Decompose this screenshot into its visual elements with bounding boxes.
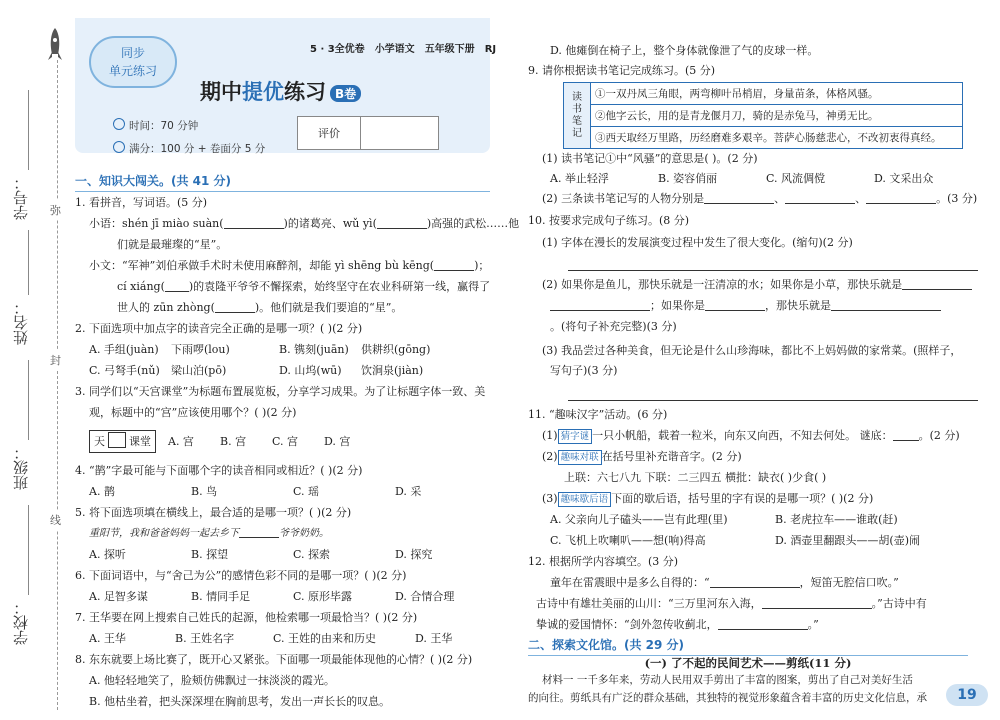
q10-3: (3) 我品尝过各种美食，但无论是什么山珍海味，都比不上妈妈做的家常菜。(照样子， <box>542 344 962 357</box>
material-1-line2: 的向往。剪纸具有广泛的群众基础，其独特的视觉形象蕴含着丰富的历史文化信息，承 <box>528 692 927 704</box>
evaluation-box[interactable] <box>297 116 439 150</box>
check-icon <box>113 141 125 153</box>
q2-option-a[interactable]: A. 手组(juàn) <box>89 343 159 356</box>
q9-2: (2) 三条读书笔记写的人物分别是 、 、 。(3 分) <box>542 192 978 205</box>
q4-title: 4. “鹊”字最可能与下面哪个字的读音相同或相近？( )(2 分) <box>75 464 363 477</box>
q9-option-b[interactable]: B. 姿容俏丽 <box>658 172 718 185</box>
answer-line[interactable] <box>568 400 978 401</box>
q8-option-a[interactable]: A. 他轻轻地笑了，脸颊仿佛飘过一抹淡淡的霞光。 <box>89 674 335 687</box>
reading-notes-table <box>563 82 963 149</box>
answer-blank[interactable] <box>224 216 284 229</box>
class-line[interactable] <box>28 360 29 440</box>
right-column <box>528 0 978 720</box>
number-label: 学号： <box>12 175 30 220</box>
answer-blank[interactable] <box>704 191 774 204</box>
q1-line2: 们就是最璀璨的“星”。 <box>117 238 228 251</box>
q6-options <box>89 586 454 607</box>
q11-option-a[interactable]: A. 父亲向儿子磕头——岂有此理(里) <box>550 513 728 526</box>
number-line[interactable] <box>28 90 29 170</box>
q12-title: 12. 根据所学内容填空。(3 分) <box>528 555 679 568</box>
q7-option-d[interactable]: D. 王华 <box>415 632 453 645</box>
q11-title: 11. “趣味汉字”活动。(6 分) <box>528 408 668 421</box>
school-line[interactable] <box>28 505 29 595</box>
q3-option-b[interactable]: B. 宫 <box>220 435 247 448</box>
binding-margin <box>0 0 68 720</box>
q10-1: (1) 字体在漫长的发展演变过程中发生了很大变化。(缩句)(2 分) <box>542 236 853 249</box>
q3-title-2: 观，标题中的“宫”应该使用哪个？( )(2 分) <box>89 406 297 419</box>
q11-option-d[interactable]: D. 酒壶里翻跟头——胡(壶)闹 <box>775 534 921 547</box>
q2-option-d[interactable]: D. 山坞(wū) <box>279 364 342 377</box>
q5-option-a[interactable]: A. 探听 <box>89 548 126 561</box>
q1-line3: 小文：“军神”刘伯承做手术时未使用麻醉剂，却能 yì shēng bù kēng( )； <box>89 259 490 272</box>
q4-option-c[interactable]: C. 瑶 <box>293 485 320 498</box>
q11-1: (1) 猜字谜 一只小帆船，载着一粒米，向东又向西，不知去何处。 谜底： 。(2 分) <box>542 429 960 442</box>
q3-option-a[interactable]: A. 宫 <box>168 435 194 448</box>
q12-c: 挚诚的爱国情怀：“剑外忽传收蓟北， 。” <box>536 618 819 631</box>
q6-option-c[interactable]: C. 原形毕露 <box>293 590 353 603</box>
name-line[interactable] <box>28 230 29 295</box>
answer-blank[interactable] <box>239 525 279 538</box>
q11-3: (3) 趣味歇后语 下面的歇后语，括号里的字有误的是哪一项？( )(2 分) <box>542 492 874 505</box>
q6-option-b[interactable]: B. 情同手足 <box>191 590 251 603</box>
material-1-line1: 材料一 一千多年来，劳动人民用双手剪出了丰富的图案，剪出了自己对美好生活 <box>542 674 913 686</box>
section-1-title: 一、知识大闯关。(共 41 分) <box>75 172 490 192</box>
q2-option-b[interactable]: B. 镌刻(juān) <box>279 343 349 356</box>
q11-2-couplet: 上联：六七八九 下联：二三四五 横批：缺衣( )少食( ) <box>564 471 827 484</box>
q5-title: 5. 将下面选项填在横线上，最合适的是哪一项？( )(2 分) <box>75 506 352 519</box>
reading-notes-header: 读书笔记 <box>564 83 591 149</box>
q7-option-c[interactable]: C. 王姓的由来和历史 <box>273 632 377 645</box>
q9-1-options <box>550 168 933 189</box>
sample-title-box: 天 课堂 <box>89 430 156 453</box>
seal-char: 封 <box>50 350 61 370</box>
q11-2: (2) 趣味对联 在括号里补充谐音字。(2 分) <box>542 450 742 463</box>
q10-2-note: 。(将句子补充完整)(3 分) <box>550 320 677 333</box>
answer-blank[interactable] <box>215 300 255 313</box>
q11-option-c[interactable]: C. 飞机上吹喇叭——想(响)得高 <box>550 534 706 547</box>
q5-option-b[interactable]: B. 探望 <box>191 548 229 561</box>
q1-line1: 小语：shén jī miào suàn( )的诸葛亮、wǔ yì( )高强的武松……他 <box>89 217 520 230</box>
q1-title: 1. 看拼音，写词语。(5 分) <box>75 196 208 209</box>
school-label: 学校： <box>12 600 30 645</box>
q7-title: 7. 王华要在网上搜索自己姓氏的起源，他检索哪一项最恰当？( )(2 分) <box>75 611 418 624</box>
q3-options <box>89 430 350 453</box>
q9-option-c[interactable]: C. 风流倜傥 <box>766 172 826 185</box>
couplet-tag: 趣味对联 <box>558 450 602 465</box>
q11-3-options-row1 <box>550 509 898 530</box>
q2-option-c[interactable]: C. 弓弩手(nǔ) <box>89 364 160 377</box>
answer-blank[interactable] <box>893 428 919 441</box>
q7-option-b[interactable]: B. 王姓名字 <box>175 632 235 645</box>
q8-option-b[interactable]: B. 他枯坐着，把头深深埋在胸前思考，发出一声长长的叹息。 <box>89 695 391 708</box>
q5-option-c[interactable]: C. 探索 <box>293 548 331 561</box>
seal-char: 线 <box>50 510 61 530</box>
q3-title: 3. 同学们以“天宫课堂”为标题布置展览板，分享学习成果。为了让标题字体一致、美 <box>75 385 486 398</box>
answer-blank[interactable] <box>705 298 765 311</box>
material-subtitle: (一) 了不起的民间艺术——剪纸(11 分) <box>644 656 852 670</box>
q11-3-options-row2 <box>550 530 920 551</box>
answer-blank[interactable] <box>866 191 936 204</box>
answer-blank[interactable] <box>710 575 800 588</box>
q10-3-cont: 写句子)(3 分) <box>550 364 618 377</box>
q9-1: (1) 读书笔记①中“风骚”的意思是( )。(2 分) <box>542 152 758 165</box>
q5-options <box>89 544 432 565</box>
note-row: ①一双丹凤三角眼，两弯柳叶吊梢眉，身量苗条，体格风骚。 <box>591 83 963 105</box>
q12-b: 古诗中有雄壮美丽的山川：“三万里河东入海， 。”古诗中有 <box>536 597 927 610</box>
answer-blank[interactable] <box>718 617 808 630</box>
blank-char-box <box>108 432 126 448</box>
q12-a: 童年在雷震眼中是多么自得的：“ ，短笛无腔信口吹。” <box>550 576 899 589</box>
header-banner <box>75 18 497 155</box>
version-tag: B卷 <box>330 85 361 102</box>
section-2-title: 二、探索文化馆。(共 29 分) <box>528 636 968 656</box>
q9-option-a[interactable]: A. 举止轻浮 <box>550 172 609 185</box>
q7-option-a[interactable]: A. 王华 <box>89 632 126 645</box>
q6-option-a[interactable]: A. 足智多谋 <box>89 590 148 603</box>
answer-blank[interactable] <box>550 298 650 311</box>
time-info: 时间：70 分钟 <box>113 118 198 133</box>
q6-option-d[interactable]: D. 合情合理 <box>395 590 455 603</box>
q4-option-b[interactable]: B. 鸟 <box>191 485 218 498</box>
q6-title: 6. 下面词语中，与“舍己为公”的感情色彩不同的是哪一项？( )(2 分) <box>75 569 407 582</box>
name-label: 姓名： <box>12 300 30 345</box>
page-title: 期中提优练习 B卷 <box>200 76 361 106</box>
q1-line4: cí xiáng( )的袁隆平爷爷不懈探索，始终坚守在农业科研第一线，赢得了 <box>117 280 491 293</box>
q10-2-cont: ；如果你是 ，那快乐就是 <box>550 295 941 316</box>
answer-line[interactable] <box>568 270 978 271</box>
riddle-tag: 猜字谜 <box>558 429 593 444</box>
q2-title: 2. 下面选项中加点字的读音完全正确的是哪一项？( )(2 分) <box>75 322 363 335</box>
rocket-icon <box>46 26 64 66</box>
answer-blank[interactable] <box>831 298 941 311</box>
note-row: ③西天取经万里路，历经磨难多艰辛。菩萨心肠慈悲心，不改初衷得真经。 <box>591 127 963 149</box>
seal-char: 弥 <box>50 200 61 220</box>
q8-option-d[interactable]: D. 他瘫倒在椅子上，整个身体就像泄了气的皮球一样。 <box>550 44 819 57</box>
q4-options <box>89 481 421 502</box>
answer-blank[interactable] <box>165 279 189 292</box>
answer-blank[interactable] <box>377 216 427 229</box>
q9-title: 9. 请你根据读书笔记完成练习。(5 分) <box>528 64 716 77</box>
left-column <box>75 0 520 720</box>
q3-option-d[interactable]: D. 宫 <box>324 435 351 448</box>
q8-title: 8. 东东就要上场比赛了，既开心又紧张。下面哪一项最能体现他的心情？( )(2 分) <box>75 653 473 666</box>
q11-option-b[interactable]: B. 老虎拉车——谁敢(赶) <box>775 513 898 526</box>
q5-sentence: 重阳节，我和爸爸妈妈一起去乡下 爷爷奶奶。 <box>89 523 329 544</box>
evaluation-field[interactable] <box>361 117 438 149</box>
note-row: ②他字云长，用的是青龙偃月刀，骑的是赤兔马，神勇无比。 <box>591 105 963 127</box>
book-info: 5 · 3全优卷 小学语文 五年级下册 RJ <box>310 44 497 55</box>
seal-dashed-line <box>57 60 58 710</box>
class-label: 班级： <box>12 445 30 490</box>
score-info: 满分：100 分 + 卷面分 5 分 <box>113 141 265 156</box>
q1-line5: 世人的 zūn zhòng( )。他们就是我们要追的“星”。 <box>117 301 403 314</box>
q3-option-c[interactable]: C. 宫 <box>272 435 299 448</box>
page-number: 19 <box>946 684 988 706</box>
q4-option-d[interactable]: D. 采 <box>395 485 422 498</box>
q5-option-d[interactable]: D. 探究 <box>395 548 433 561</box>
clock-icon <box>113 118 125 130</box>
q7-options <box>89 628 452 649</box>
q10-title: 10. 按要求完成句子练习。(8 分) <box>528 214 690 227</box>
q2-options-row1: A. 手组(juàn) 下雨啰(lou) B. 镌刻(juān) 供耕织(gōng) <box>89 339 489 360</box>
q9-option-d[interactable]: D. 文采出众 <box>874 172 934 185</box>
answer-blank[interactable] <box>762 596 872 609</box>
q2-options-row2: C. 弓弩手(nǔ) 梁山泊(pō) D. 山坞(wū) 饮涧泉(jiàn) <box>89 360 489 381</box>
unit-badge: 同步 单元练习 <box>89 36 177 88</box>
answer-blank[interactable] <box>902 277 972 290</box>
answer-blank[interactable] <box>434 258 474 271</box>
q10-2: (2) 如果你是鱼儿，那快乐就是一汪清凉的水；如果你是小草，那快乐就是 <box>542 274 972 295</box>
answer-blank[interactable] <box>785 191 855 204</box>
q4-option-a[interactable]: A. 鹊 <box>89 485 115 498</box>
xiehouyu-tag: 趣味歇后语 <box>558 492 612 507</box>
evaluation-label: 评价 <box>298 117 361 149</box>
